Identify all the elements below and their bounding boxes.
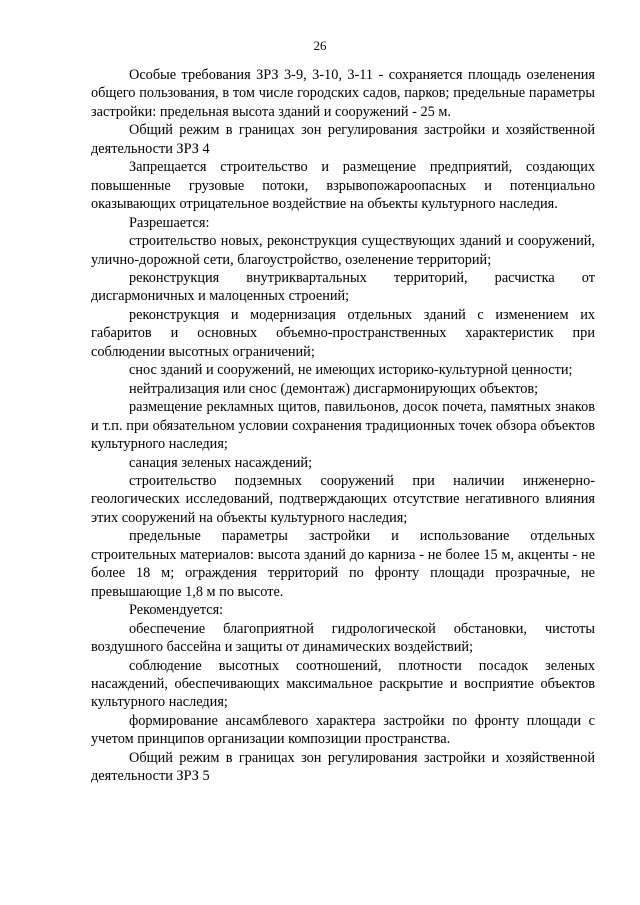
- paragraph-allowed-heading: Разрешается:: [129, 214, 210, 231]
- document-body: [91, 66, 595, 786]
- list-item: реконструкция внутриквартальных территорий, расчистка от дисгармоничных и малоценных строений;: [91, 269, 595, 305]
- paragraph-zrz4-heading: Общий режим в границах зон регулирования застройки и хозяйственной деятельности ЗРЗ 4: [91, 122, 595, 157]
- list-item: предельные параметры застройки и использование отдельных строительных материалов: высота зданий до карниза - не более 15 м, акценты - не более 18 м; ограждения территорий по фронту площади прозрачные, не превышающие 1,8 м по высоте.: [91, 528, 595, 600]
- paragraph-special-requirements: Особые требования ЗРЗ 3-9, 3-10, 3-11 - сохраняется площадь озеленения общего пользования, в том числе городских садов, парков; предельные параметры застройки: предельная высота зданий и сооружений - 25 м.: [91, 67, 595, 120]
- list-item: реконструкция и модернизация отдельных зданий с изменением их габаритов и основных объемно-пространственных характеристик при соблюдении высотных ограничений;: [91, 306, 595, 360]
- list-item: обеспечение благоприятной гидрологической обстановки, чистоты воздушного бассейна и защиты от динамических воздействий;: [91, 620, 595, 656]
- list-item: формирование ансамблевого характера застройки по фронту площади с учетом принципов организации композиции пространства.: [91, 712, 595, 748]
- paragraph-recommended-heading: Рекомендуется:: [129, 602, 224, 619]
- list-item: соблюдение высотных соотношений, плотности посадок зеленых насаждений, обеспечивающих максимальное раскрытие и восприятие объектов культурного наследия;: [91, 657, 595, 711]
- paragraph-prohibited: Запрещается строительство и размещение предприятий, создающих повышенные грузовые потоки, взрывопожароопасных и потенциально оказывающих отрицательное воздействие на объекты культурного наследия.: [91, 159, 595, 213]
- list-item: строительство подземных сооружений при наличии инженерно-геологических исследований, подтверждающих отсутствие негативного влияния этих сооружений на объекты культурного наследия;: [91, 472, 595, 526]
- list-item: нейтрализация или снос (демонтаж) дисгармонирующих объектов;: [129, 380, 539, 397]
- paragraph-zrz5-heading: Общий режим в границах зон регулирования застройки и хозяйственной деятельности ЗРЗ 5: [91, 749, 595, 785]
- list-item: размещение рекламных щитов, павильонов, досок почета, памятных знаков и т.п. при обязательном условии сохранения традиционных точек обзора объектов культурного наследия;: [91, 399, 595, 453]
- list-item: снос зданий и сооружений, не имеющих историко-культурной ценности;: [129, 362, 573, 379]
- list-item: санация зеленых насаждений;: [129, 454, 313, 471]
- page-number: 26: [313, 38, 327, 53]
- list-item: строительство новых, реконструкция существующих зданий и сооружений, улично-дорожной сети, благоустройство, озеленение территорий;: [91, 233, 595, 268]
